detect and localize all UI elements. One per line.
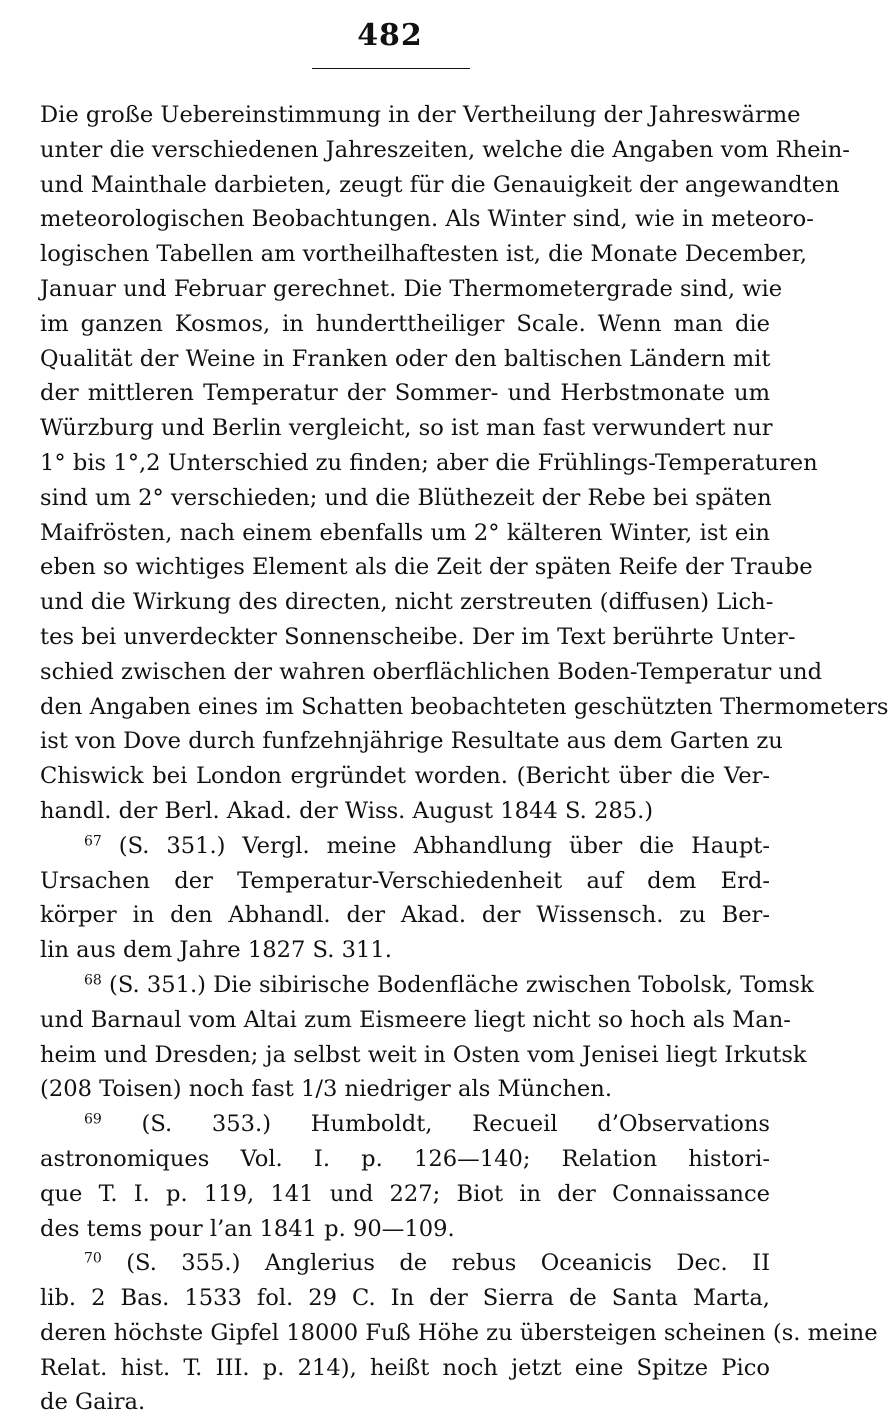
text-line: deren höchste Gipfel 18000 Fuß Höhe zu übersteigen scheinen (s. meine [40, 1319, 878, 1346]
text-line: Januar und Februar gerechnet. Die Thermometergrade sind, wie [40, 275, 783, 302]
text-line: Die große Uebereinstimmung in der Vertheilung der Jahreswärme [40, 102, 801, 128]
text-line: Maifrösten, nach einem ebenfalls um 2° kälteren Winter, ist ein [40, 519, 770, 546]
footnote-70-line: $^{70}$ (S. 355.) Anglerius de rebus Oceanicis Dec. II [84, 1250, 770, 1277]
footnote-69-line: $^{69}$ (S. 353.) Humboldt, Recueil d’Observations [84, 1111, 770, 1138]
text-line: meteorologischen Beobachtungen. Als Winter sind, wie in meteoro- [40, 206, 814, 233]
text-line: und die Wirkung des directen, nicht zerstreuten (diffusen) Lich- [40, 589, 774, 616]
footnote-68-line: $^{68}$ (S. 351.) Die sibirische Bodenfläche zwischen Tobolsk, Tomsk [84, 971, 814, 998]
text-line: Ursachen der Temperatur-Verschiedenheit auf dem Erd- [40, 867, 770, 894]
text-line: den Angaben eines im Schatten beobachteten geschützten Thermometers [40, 693, 889, 720]
text-line: handl. der Berl. Akad. der Wiss. August 1844 S. 285.) [40, 797, 654, 824]
text-line: des tems pour l’an 1841 p. 90—109. [40, 1215, 455, 1242]
text-line: Relat. hist. T. III. p. 214), heißt noch jetzt eine Spitze Pico [40, 1354, 770, 1381]
text-line: Qualität der Weine in Franken oder den baltischen Ländern mit [40, 345, 771, 372]
footnote-number: 70 [84, 1250, 102, 1267]
text-line: 1° bis 1°,2 Unterschied zu finden; aber die Frühlings-Temperaturen [40, 449, 818, 476]
text-line: körper in den Abhandl. der Akad. der Wissensch. zu Ber- [40, 902, 770, 929]
text-line: Chiswick bei London ergründet worden. (Bericht über die Ver- [40, 763, 770, 790]
text-line: im ganzen Kosmos, in hunderttheiliger Scale. Wenn man die [40, 310, 770, 337]
text-line: unter die verschiedenen Jahreszeiten, welche die Angaben vom Rhein- [40, 136, 850, 163]
text-line: sind um 2° verschieden; und die Blüthezeit der Rebe bei späten [40, 484, 772, 511]
text-line: ist von Dove durch funfzehnjährige Resultate aus dem Garten zu [40, 728, 783, 755]
text-line: und Barnaul vom Altai zum Eismeere liegt nicht so hoch als Man- [40, 1006, 791, 1033]
text-line: de Gaira. [40, 1389, 146, 1416]
text-line: (208 Toisen) noch fast 1/3 niedriger als München. [40, 1076, 613, 1103]
text-line: lin aus dem Jahre 1827 S. 311. [40, 937, 392, 964]
text-line: der mittleren Temperatur der Sommer- und Herbstmonate um [40, 380, 770, 407]
text-line: tes bei unverdeckter Sonnenscheibe. Der im Text berührte Unter- [40, 623, 796, 650]
footnote-67-line: $^{67}$ (S. 351.) Vergl. meine Abhandlung über die Haupt- [84, 832, 770, 859]
footnote-number: 69 [84, 1111, 102, 1128]
text-line: heim und Dresden; ja selbst weit in Osten vom Jenisei liegt Irkutsk [40, 1041, 807, 1068]
text-line: astronomiques Vol. I. p. 126—140; Relation histori- [40, 1145, 770, 1172]
page-number: 482 [357, 18, 423, 53]
text-line: schied zwischen der wahren oberflächlichen Boden-Temperatur und [40, 658, 823, 685]
footnote-number: 67 [84, 833, 102, 850]
text-line: lib. 2 Bas. 1533 fol. 29 C. In der Sierra de Santa Marta, [40, 1285, 770, 1312]
footnote-number: 68 [84, 972, 102, 989]
text-line: logischen Tabellen am vortheilhaftesten ist, die Monate December, [40, 241, 808, 268]
text-line: Würzburg und Berlin vergleicht, so ist man fast verwundert nur [40, 415, 773, 442]
text-line: que T. I. p. 119, 141 und 227; Biot in der Connaissance [40, 1180, 770, 1207]
text-line: und Mainthale darbieten, zeugt für die Genauigkeit der angewandten [40, 171, 840, 198]
page-body [40, 98, 889, 1420]
header-rule [312, 68, 470, 69]
text-line: eben so wichtiges Element als die Zeit der späten Reife der Traube [40, 554, 813, 581]
